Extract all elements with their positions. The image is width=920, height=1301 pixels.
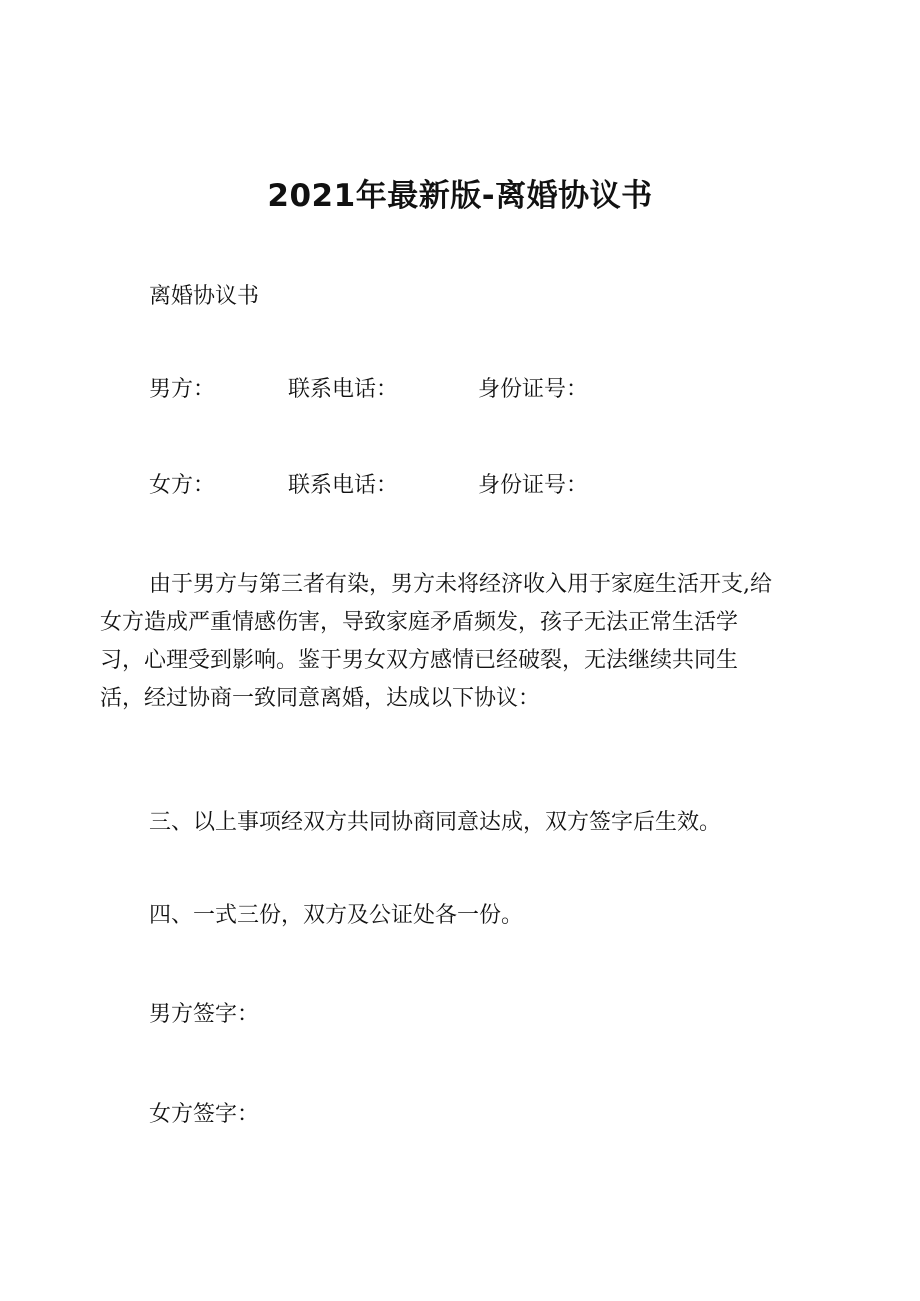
paragraph-line: 由于男方与第三者有染，男方未将经济收入用于家庭生活开支,给 — [149, 572, 772, 597]
document-title: 2021年最新版-离婚协议书 — [267, 178, 653, 214]
male-signature-label: 男方签字： — [149, 1002, 260, 1027]
male-phone-label: 联系电话： — [288, 377, 399, 402]
female-party-label: 女方： — [149, 473, 216, 498]
document-subtitle: 离婚协议书 — [149, 284, 260, 309]
paragraph-line: 活，经过协商一致同意离婚，达成以下协议： — [100, 686, 541, 711]
female-phone-label: 联系电话： — [288, 473, 399, 498]
reason-paragraph — [100, 566, 812, 718]
male-party-label: 男方： — [149, 377, 216, 402]
paragraph-line: 女方造成严重情感伤害，导致家庭矛盾频发，孩子无法正常生活学 — [100, 610, 739, 635]
paragraph-line: 习，心理受到影响。鉴于男女双方感情已经破裂，无法继续共同生 — [100, 648, 739, 673]
clause-four: 四、一式三份，双方及公证处各一份。 — [149, 903, 524, 928]
female-id-label: 身份证号： — [478, 473, 589, 498]
clause-three: 三、以上事项经双方共同协商同意达成，双方签字后生效。 — [149, 810, 722, 835]
male-id-label: 身份证号： — [478, 377, 589, 402]
female-signature-label: 女方签字： — [149, 1102, 260, 1127]
